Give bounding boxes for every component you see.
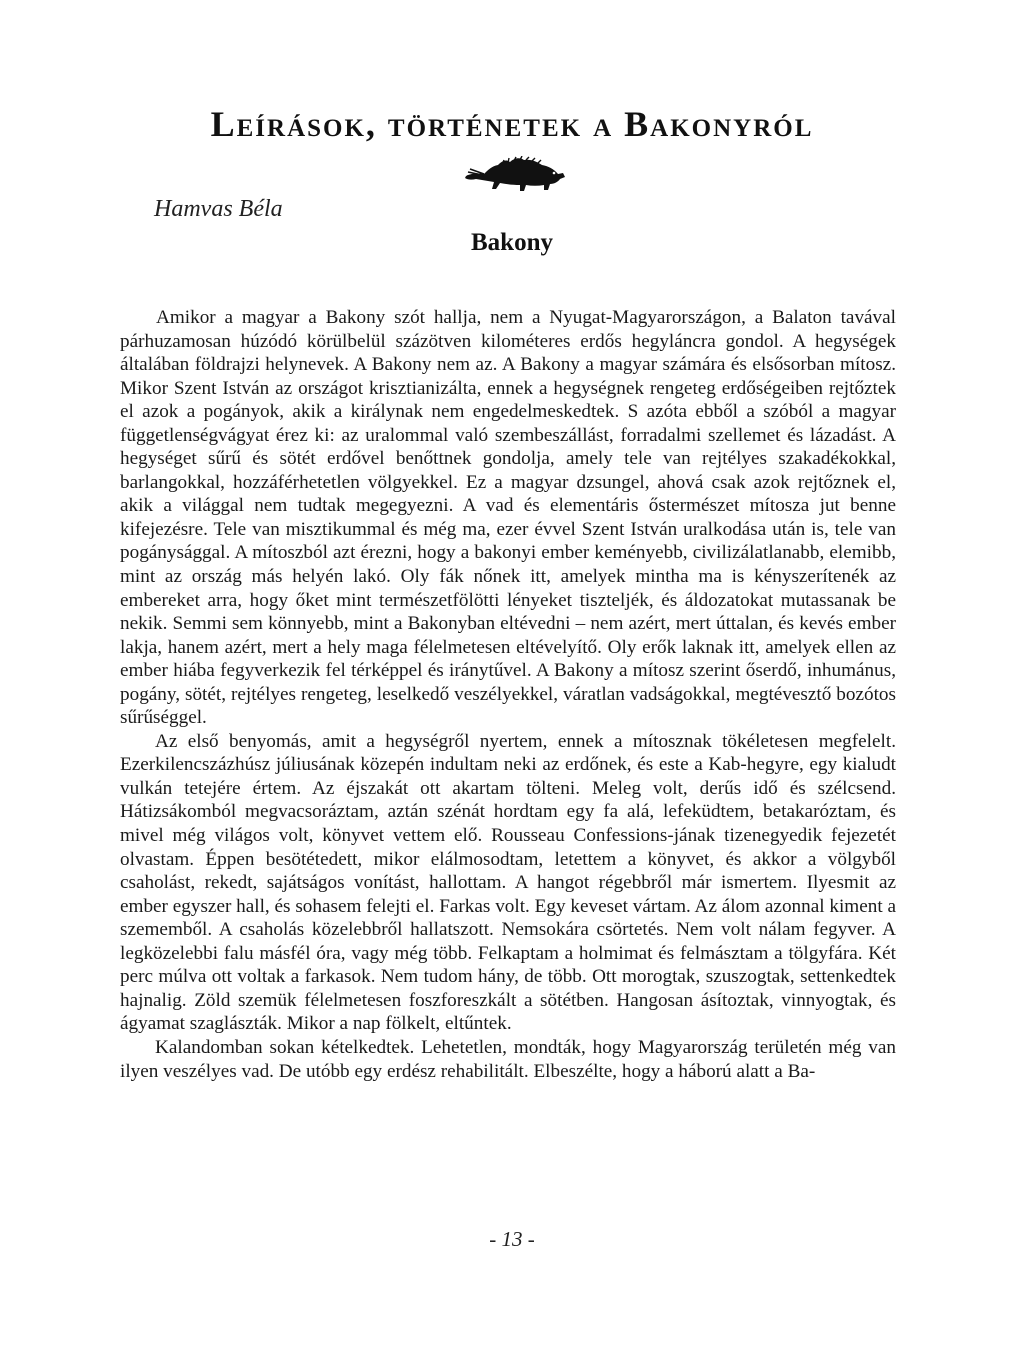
article-title: Bakony xyxy=(471,229,553,256)
author-name: Hamvas Béla xyxy=(154,196,283,222)
paragraph: Kalandomban sokan kételkedtek. Lehetetlen, mondták, hogy Magyarország területén még van ilyen veszélyes vad. De utóbb egy erdész rehabilitált. Elbeszélte, hogy a háború alatt a Ba- xyxy=(120,1036,896,1082)
boar-ornament-icon xyxy=(462,156,568,192)
article-body xyxy=(120,306,896,1083)
paragraph: Amikor a magyar a Bakony szót hallja, nem a Nyugat-Magyarországon, a Balaton tavával párhuzamosan húzódó körülbelül százötven kilométeres erdős hegyláncra gondol. A hegységek általában földrajzi helynevek. A Bakony nem az. A Bakony a magyar számára és elsősorban mítosz. Mikor Szent István az országot krisztianizálta, ennek a hegységnek rengeteg erdőségeiben rejtőztek el azok a pogányok, akik a királynak nem engedelmeskedtek. S azóta ebből a szóból a magyar függetlenségvágyat érez ki: az uralommal való szembeszállást, forradalmi szellemet és lázadást. A hegységet sűrű és sötét erdővel benőttnek gondolja, amely tele van rejtélyes szakadékokkal, barlangokkal, hozzáférhetetlen völgyekkel. Ez a magyar dzsungel, ahová csak azok rejtőznek el, akik a világgal nem tudtak megegyezni. A vad és elementáris őstermészet mítosza jut benne kifejezésre. Tele van misztikummal és még ma, ezer évvel Szent István uralkodása után is, tele van pogánysággal. A mítoszból azt érezni, hogy a bakonyi ember keményebb, civilizálatlanabb, elemibb, mint az ország más helyén lakó. Oly fák nőnek itt, amelyek mintha ma is kényszerítenék az embereket arra, hogy őket mint természetfölötti lényeket tiszteljék, és áldozatokat mutassanak be nekik. Semmi sem könnyebb, mint a Bakonyban eltévedni – nem azért, mert úttalan, és kevés ember lakja, hanem azért, mert a hely maga félelmetesen eltévelyítő. Oly erők laknak itt, amelyek ellen az ember hiába fegyverkezik fel térképpel és iránytűvel. A Bakony a mítosz szerint őserdő, inhumánus, pogány, sötét, rejtélyes rengeteg, leselkedő veszélyekkel, váratlan vadságokkal, megtévesztő bozótos sűrűséggel. xyxy=(120,307,896,729)
section-title: Leírások, történetek a Bakonyról xyxy=(210,104,814,144)
paragraph: Az első benyomás, amit a hegységről nyertem, ennek a mítosznak tökéletesen megfelelt. Ezerkilencszázhúsz júliusának közepén indultam neki az erdőnek, és este a Kab-hegyre, egy kialudt vulkán tetejére értem. Az éjszakát ott akartam tölteni. Meleg volt, derűs idő és szélcsend. Hátizsákomból megvacsoráztam, aztán szénát hordtam egy fa alá, lefeküdtem, betakaróztam, és mivel még világos volt, könyvet vettem elő. Rousseau Confessions-jának tizenegyedik fejezetét olvastam. Éppen besötétedett, mikor elálmosodtam, letettem a könyvet, és akkor a völgyből csaholást, rekedt, sajátságos vonítást, hallottam. A hangot régebbről már ismertem. Ilyesmit az ember egyszer hall, és sohasem felejti el. Farkas volt. Egy keveset vártam. Az álom azonnal kiment a szememből. A csaholás közelebbről hallatszott. Nemsokára csörtetés. Nem volt nálam fegyver. A legközelebbi falu másfél óra, vagy még több. Felkaptam a holmimat és felmásztam a tölgyfára. Két perc múlva ott voltak a farkasok. Nem tudom hány, de több. Ott morogtak, szuszogtak, settenkedtek hajnalig. Zöld szemük félelmetesen foszforeszkált a sötétben. Hangosan ásítoztak, vinnyogtak, és ágyamat szaglászták. Mikor a nap fölkelt, eltűntek. xyxy=(120,730,896,1035)
page-number: - 13 - xyxy=(489,1227,535,1251)
